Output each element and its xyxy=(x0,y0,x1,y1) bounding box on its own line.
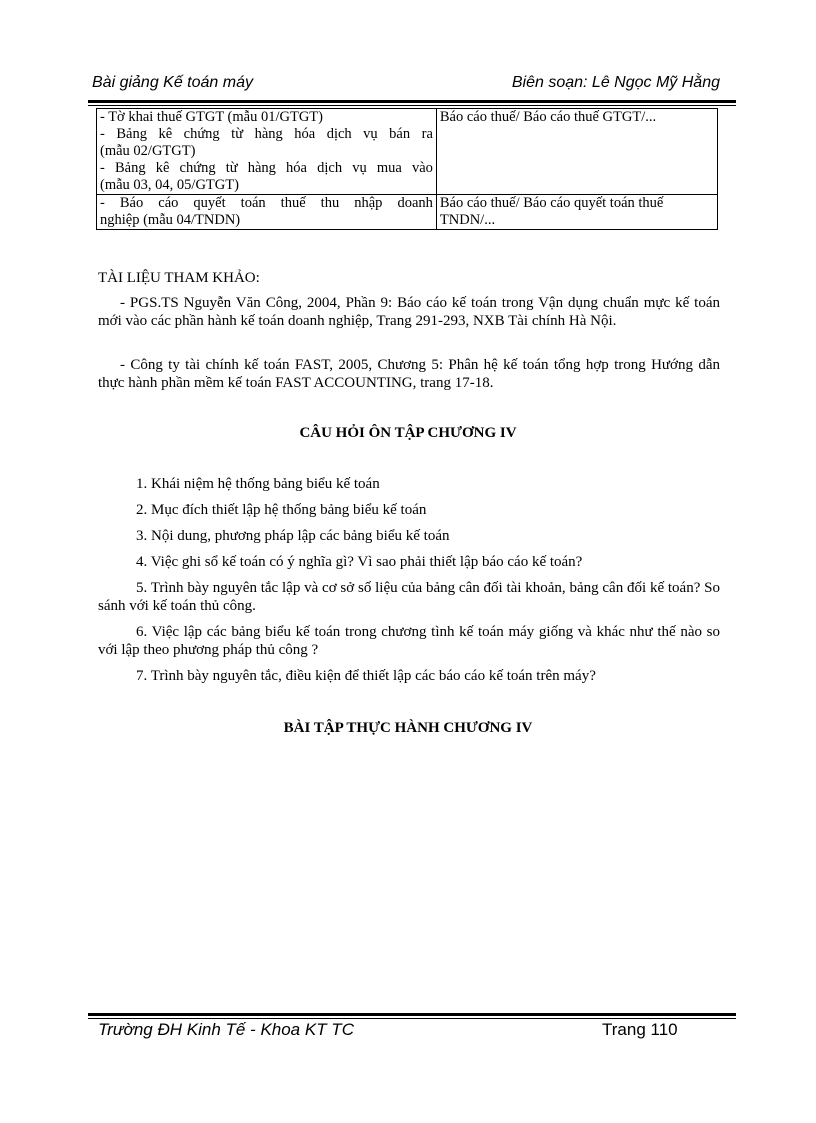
cell-line: - Báo cáo quyết toán thuế thu nhập doanh xyxy=(100,195,433,211)
page-number: Trang 110 xyxy=(602,1020,678,1039)
header-author: Biên soạn: Lê Ngọc Mỹ Hằng xyxy=(511,74,720,91)
page-header xyxy=(88,70,736,96)
question-item: 1. Khái niệm hệ thống bảng biểu kế toán xyxy=(136,476,380,492)
page-footer xyxy=(88,1020,736,1044)
reference-item: - PGS.TS Nguyễn Văn Công, 2004, Phần 9: Báo cáo kế toán trong Vận dụng chuẩn mực kế toán mới vào các phần hành kế toán doanh nghiệp, Trang 291-293, NXB Tài chính Hà Nội. xyxy=(98,295,720,329)
header-course-title: Bài giảng Kế toán máy xyxy=(92,74,253,91)
table-cell-menu-path xyxy=(436,195,717,230)
question-item: 2. Mục đích thiết lập hệ thống bảng biểu kế toán xyxy=(136,502,427,518)
table-cell-menu-path xyxy=(436,109,717,195)
cell-line: - Tờ khai thuế GTGT (mẫu 01/GTGT) xyxy=(100,109,323,125)
tax-report-table xyxy=(96,108,718,230)
cell-line: Báo cáo thuế/ Báo cáo thuế GTGT/... xyxy=(439,109,657,125)
question-item: 5. Trình bày nguyên tắc lập và cơ sở số liệu của bảng cân đối tài khoản, bảng cân đối kế toán? So sánh với kế toán thủ công. xyxy=(98,580,720,614)
cell-line: Báo cáo thuế/ Báo cáo quyết toán thuế xyxy=(439,195,664,211)
table-cell-forms xyxy=(97,109,437,195)
cell-line: (mẫu 02/GTGT) xyxy=(100,143,196,159)
table-row xyxy=(97,109,718,195)
cell-line: TNDN/... xyxy=(439,212,496,228)
reference-item: - Công ty tài chính kế toán FAST, 2005, Chương 5: Phân hệ kế toán tổng hợp trong Hướng dẫn thực hành phần mềm kế toán FAST ACCOUNTING, trang 17-18. xyxy=(98,357,720,391)
footer-rule xyxy=(88,1013,736,1019)
table-row xyxy=(97,195,718,230)
table-cell-forms xyxy=(97,195,437,230)
question-item: 3. Nội dung, phương pháp lập các bảng biểu kế toán xyxy=(136,528,450,544)
cell-line: (mẫu 03, 04, 05/GTGT) xyxy=(100,177,239,193)
cell-line: - Bảng kê chứng từ hàng hóa dịch vụ bán ra xyxy=(100,126,433,142)
review-questions-list xyxy=(98,475,720,693)
references-title: TÀI LIỆU THAM KHẢO: xyxy=(98,270,260,286)
review-questions-title: CÂU HỎI ÔN TẬP CHƯƠNG IV xyxy=(299,425,517,441)
question-item: 7. Trình bày nguyên tắc, điều kiện để thiết lập các báo cáo kế toán trên máy? xyxy=(136,668,596,684)
cell-line: - Bảng kê chứng từ hàng hóa dịch vụ mua vào xyxy=(100,160,433,176)
question-item: 6. Việc lập các bảng biểu kế toán trong chương tình kế toán máy giống và khác như thế nào so với lập theo phương pháp thủ công ? xyxy=(98,624,720,658)
question-item: 4. Việc ghi sổ kế toán có ý nghĩa gì? Vì sao phải thiết lập báo cáo kế toán? xyxy=(136,554,583,570)
footer-institution: Trường ĐH Kinh Tế - Khoa KT TC xyxy=(98,1020,354,1039)
cell-line: nghiệp (mẫu 04/TNDN) xyxy=(100,212,241,228)
practice-exercises-title: BÀI TẬP THỰC HÀNH CHƯƠNG IV xyxy=(283,720,533,736)
header-rule xyxy=(88,100,736,106)
